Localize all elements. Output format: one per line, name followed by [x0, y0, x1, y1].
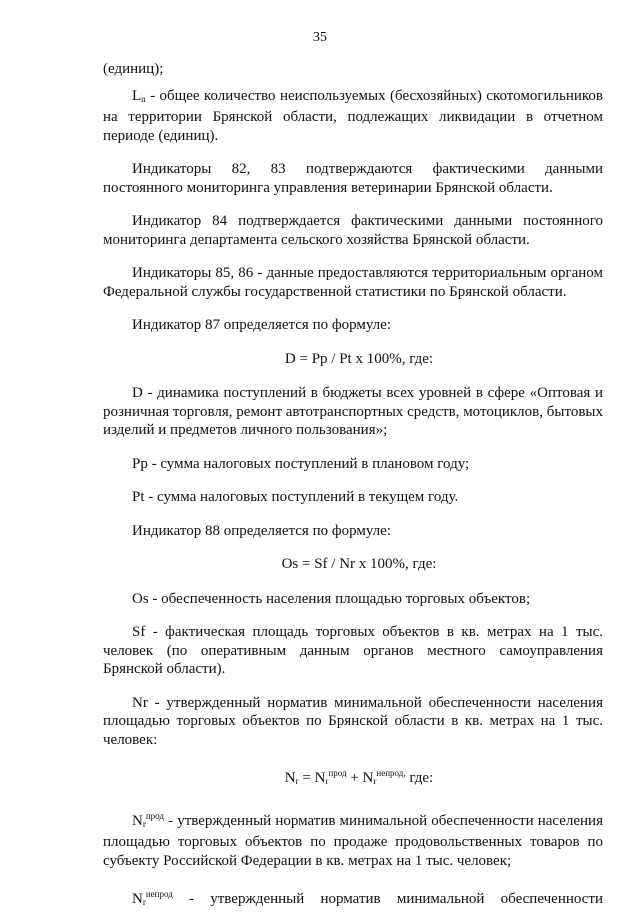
formula-equals: =: [298, 770, 315, 786]
paragraph-nr-food-definition: [103, 807, 603, 871]
paragraph-ln-definition: [103, 87, 603, 146]
variable-n: N: [132, 812, 143, 829]
formula-lhs: N: [284, 770, 296, 786]
definition-text: - утвержденный норматив минимальной обеспеченности: [172, 891, 603, 907]
definition-text: - утвержденный норматив минимальной обеспеченности населения площадью торговых объектов по продаже продовольственных товаров по субъекту Российской Федерации в кв. метрах на 1 тыс. человек;: [103, 812, 603, 869]
paragraph-indicators-85-86: Индикаторы 85, 86 - данные предоставляются территориальным органом Федеральной службы государственной статистики по Брянской области.: [103, 265, 603, 300]
page-number: 35: [313, 30, 327, 45]
variable-superscript: непрод: [145, 889, 173, 899]
definition-text: - общее количество неиспользуемых (бесхозяйных) скотомогильников на территории Брянской области, подлежащих ликвидации в отчетном периоде (единиц).: [103, 87, 603, 144]
paragraph-d-definition: D - динамика поступлений в бюджеты всех уровней в сфере «Оптовая и розничная торговля, ремонт автотранспортных средств, мотоциклов, бытовых изделий и предметов личного пользования»;: [103, 385, 603, 438]
paragraph-units: (единиц);: [103, 61, 164, 77]
formula-nr: [103, 764, 603, 791]
paragraph-indicators-82-83: Индикаторы 82, 83 подтверждаются фактическими данными постоянного мониторинга управления ветеринарии Брянской области.: [103, 161, 603, 196]
formula-tail: где:: [405, 770, 434, 786]
paragraph-nr-nonfood-definition: [103, 885, 603, 912]
formula-term-food-superscript: прод: [328, 768, 347, 778]
variable-n: N: [132, 891, 143, 907]
formula-lhs-subscript: r: [295, 776, 299, 786]
formula-term-nonfood-superscript: непрод,: [376, 768, 406, 778]
formula-os: Os = Sf / Nr x 100%, где:: [281, 556, 437, 572]
formula-term-nonfood: N: [362, 770, 374, 786]
paragraph-nr-definition: Nr - утвержденный норматив минимальной обеспеченности населения площадью торговых объектов по Брянской области в кв. метрах на 1 тыс. человек:: [103, 694, 603, 748]
variable-l: L: [132, 87, 142, 104]
paragraph-indicator-88: Индикатор 88 определяется по формуле:: [132, 522, 391, 539]
formula-plus: +: [346, 770, 363, 786]
formula-term-food: N: [314, 770, 326, 786]
formula-d: D = Pp / Pt x 100%, где:: [284, 350, 434, 367]
formula-term-nonfood-subscript: r: [373, 776, 377, 786]
document-body: [103, 60, 603, 912]
paragraph-sf-definition: Sf - фактическая площадь торговых объектов в кв. метрах на 1 тыс. человек (по оперативным данным органов местного самоуправления Брянской области).: [103, 624, 603, 677]
paragraph-pp-definition: Pp - сумма налоговых поступлений в плановом году;: [132, 455, 470, 472]
formula-term-food-subscript: r: [325, 776, 329, 786]
paragraph-pt-definition: Pt - сумма налоговых поступлений в текущем году.: [132, 489, 459, 505]
paragraph-indicator-84: Индикатор 84 подтверждается фактическими данными постоянного мониторинга департамента сельского хозяйства Брянской области.: [103, 213, 603, 248]
variable-superscript: прод: [145, 810, 164, 821]
variable-subscript: r: [142, 818, 146, 829]
variable-subscript: r: [142, 897, 146, 907]
paragraph-indicator-87: Индикатор 87 определяется по формуле:: [132, 317, 391, 333]
variable-subscript: n: [141, 93, 146, 104]
paragraph-os-definition: Os - обеспеченность населения площадью торговых объектов;: [132, 590, 531, 607]
